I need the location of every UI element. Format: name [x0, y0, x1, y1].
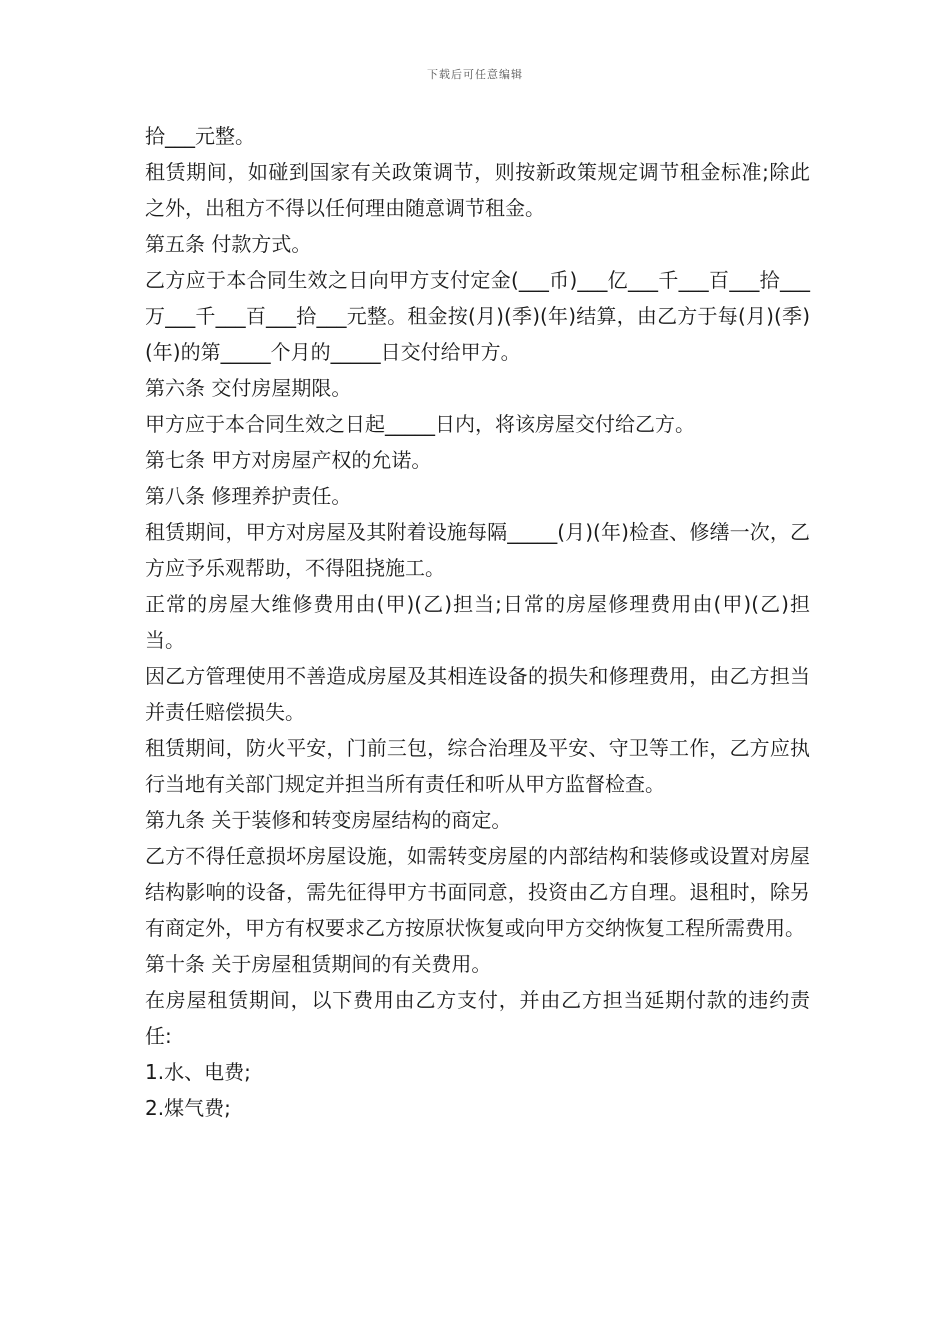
page-header: 下载后可任意编辑 — [427, 68, 523, 81]
paragraph: 拾___元整。 — [145, 124, 255, 148]
paragraph: 因乙方管理使用不善造成房屋及其相连设备的损失和修理费用，由乙方担当并责任赔偿损失。 — [145, 664, 810, 724]
paragraph: 乙方应于本合同生效之日向甲方支付定金(___币)___亿___千___百___拾___万___千___百___拾___元整。租金按(月)(季)(年)结算，由乙方于每(月)(季)(年)的第_____个月的_____日交付给甲方。 — [145, 268, 810, 364]
list-item: 2.煤气费; — [145, 1096, 231, 1120]
section-heading: 第七条 甲方对房屋产权的允诺。 — [145, 448, 432, 472]
paragraph: 甲方应于本合同生效之日起_____日内，将该房屋交付给乙方。 — [145, 412, 695, 436]
list-item: 1.水、电费; — [145, 1060, 251, 1084]
paragraph: 正常的房屋大维修费用由(甲)(乙)担当;日常的房屋修理费用由(甲)(乙)担当。 — [145, 592, 810, 652]
section-heading: 第九条 关于装修和转变房屋结构的商定。 — [145, 808, 512, 832]
section-heading: 第五条 付款方式。 — [145, 232, 312, 256]
paragraph: 在房屋租赁期间，以下费用由乙方支付，并由乙方担当延期付款的违约责任: — [145, 988, 810, 1048]
document-body — [145, 118, 810, 1126]
paragraph: 租赁期间，防火平安，门前三包，综合治理及平安、守卫等工作，乙方应执行当地有关部门规定并担当所有责任和听从甲方监督检查。 — [145, 736, 810, 796]
section-heading: 第八条 修理养护责任。 — [145, 484, 352, 508]
section-heading: 第六条 交付房屋期限。 — [145, 376, 352, 400]
paragraph: 租赁期间，甲方对房屋及其附着设施每隔_____(月)(年)检查、修缮一次，乙方应予乐观帮助，不得阻挠施工。 — [145, 520, 810, 580]
section-heading: 第十条 关于房屋租赁期间的有关费用。 — [145, 952, 492, 976]
paragraph: 乙方不得任意损坏房屋设施，如需转变房屋的内部结构和装修或设置对房屋结构影响的设备，需先征得甲方书面同意，投资由乙方自理。退租时，除另有商定外，甲方有权要求乙方按原状恢复或向甲方交纳恢复工程所需费用。 — [145, 844, 810, 940]
paragraph: 租赁期间，如碰到国家有关政策调节，则按新政策规定调节租金标准;除此之外，出租方不得以任何理由随意调节租金。 — [145, 160, 810, 220]
